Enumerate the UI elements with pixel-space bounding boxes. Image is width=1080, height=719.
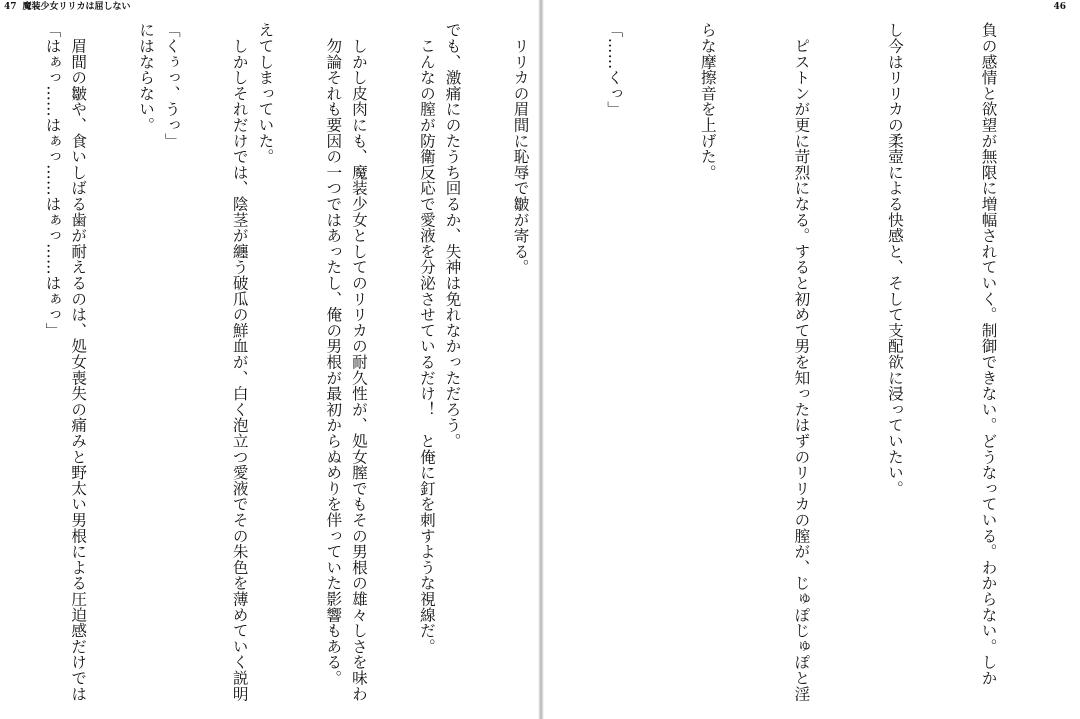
text-line: 勿論それも要因の一つではあったし、俺の男根が最初からぬめりを伴っていた影響もある。 xyxy=(324,22,343,686)
text-line: しかしそれだけでは、陰茎が纏う破瓜の鮮血が、白く泡立つ愛液でその朱色を薄めていく説明 xyxy=(230,22,249,702)
right-page-header xyxy=(1053,3,1072,12)
text-line: でも、激痛にのたうち回るか、失神は免れなかっただろう。 xyxy=(443,22,462,449)
right-page-number: 46 xyxy=(1053,2,1066,12)
text-line: し今はリリカの柔壺による快感と、そして支配欲に浸っていたい。 xyxy=(885,22,904,496)
page-gutter xyxy=(538,0,544,719)
text-line: らな摩擦音を上げた。 xyxy=(698,22,717,180)
left-page-text xyxy=(10,22,530,712)
text-line: 負の感情と欲望が無限に増幅されていく。制御できない。どうなっている。わからない。しか xyxy=(979,22,998,686)
left-page xyxy=(0,0,538,719)
left-page-header xyxy=(4,3,130,12)
text-line: こんなの膣が防衛反応で愛液を分泌させているだけ！ と俺に釘を刺すような視線だ。 xyxy=(417,22,436,654)
text-line: リリカの眉間に恥辱で皺が寄る。 xyxy=(511,22,530,275)
text-line: 「くぅっ、うっ」 xyxy=(162,22,181,149)
left-page-number: 47 xyxy=(4,2,17,12)
text-line: にはならない。 xyxy=(137,22,156,133)
text-line: 眉間の皺や、食いしばる歯が耐えるのは、処女喪失の痛みと野太い男根による圧迫感だけでは xyxy=(69,22,88,702)
text-line: えてしまっていた。 xyxy=(256,22,275,165)
text-line: ピストンが更に苛烈になる。すると初めて男を知ったはずのリリカの膣が、じゅぽじゅぽと淫 xyxy=(792,22,811,702)
text-line: 「はぁっ……はぁっ……はぁっ……はぁっ」 xyxy=(43,22,62,338)
text-line: 「……くっ」 xyxy=(605,22,624,117)
text-line: しかし皮肉にも、魔装少女としてのリリカの耐久性が、処女膣でもその男根の雄々しさを味わ xyxy=(349,22,368,702)
running-title: 魔装少女リリカは屈しない xyxy=(22,2,131,12)
